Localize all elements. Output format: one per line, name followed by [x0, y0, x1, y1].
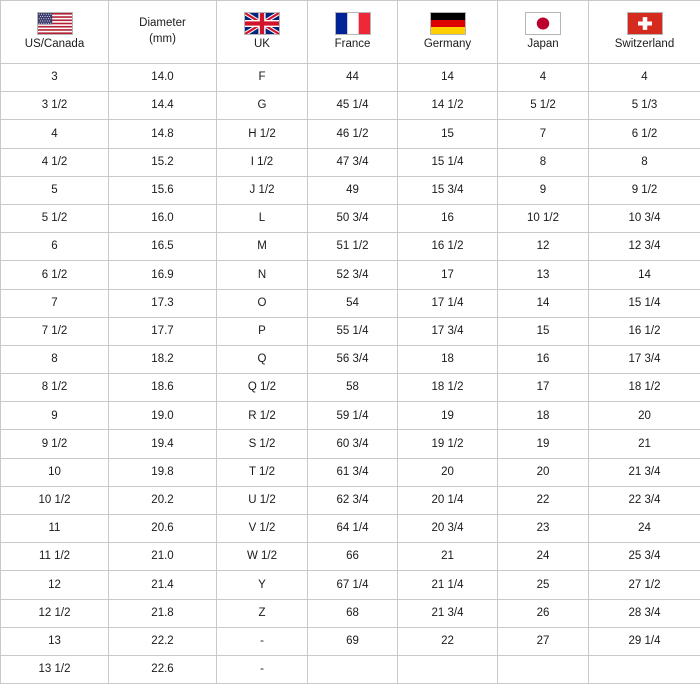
cell-japan: 24	[498, 543, 589, 571]
cell-uk: I 1/2	[217, 148, 308, 176]
cell-france: 55 1/4	[308, 317, 398, 345]
cell-japan: 12	[498, 233, 589, 261]
cell-uk: G	[217, 92, 308, 120]
cell-us: 4	[1, 120, 109, 148]
cell-uk: N	[217, 261, 308, 289]
cell-us: 8	[1, 345, 109, 373]
cell-diameter: 21.4	[109, 571, 217, 599]
table-row	[1, 543, 700, 571]
cell-uk: M	[217, 233, 308, 261]
cell-us: 9 1/2	[1, 430, 109, 458]
table-row	[1, 486, 700, 514]
cell-japan: 5 1/2	[498, 92, 589, 120]
cell-france: 56 3/4	[308, 345, 398, 373]
cell-japan: 7	[498, 120, 589, 148]
cell-us: 11	[1, 515, 109, 543]
cell-france: 69	[308, 627, 398, 655]
cell-switzerland: 28 3/4	[589, 599, 700, 627]
cell-japan: 8	[498, 148, 589, 176]
cell-france: 49	[308, 176, 398, 204]
flag-switzerland-icon	[627, 12, 663, 35]
cell-diameter: 17.7	[109, 317, 217, 345]
column-header-france	[308, 1, 398, 64]
table-row	[1, 204, 700, 232]
cell-uk: U 1/2	[217, 486, 308, 514]
column-header-switzerland	[589, 1, 700, 64]
cell-uk: Y	[217, 571, 308, 599]
table-row	[1, 374, 700, 402]
cell-us: 5 1/2	[1, 204, 109, 232]
cell-diameter: 22.6	[109, 655, 217, 683]
cell-germany: 17 1/4	[398, 289, 498, 317]
cell-uk: P	[217, 317, 308, 345]
cell-france: 58	[308, 374, 398, 402]
cell-uk: O	[217, 289, 308, 317]
cell-france: 61 3/4	[308, 458, 398, 486]
cell-germany: 15	[398, 120, 498, 148]
cell-us: 3	[1, 64, 109, 92]
cell-us: 12 1/2	[1, 599, 109, 627]
cell-diameter: 19.4	[109, 430, 217, 458]
cell-france: 47 3/4	[308, 148, 398, 176]
cell-japan: 19	[498, 430, 589, 458]
cell-germany: 16 1/2	[398, 233, 498, 261]
cell-france: 45 1/4	[308, 92, 398, 120]
flag-usa-icon	[37, 12, 73, 35]
cell-france: 59 1/4	[308, 402, 398, 430]
cell-us: 6 1/2	[1, 261, 109, 289]
table-row	[1, 176, 700, 204]
column-header-label: France	[334, 37, 371, 50]
cell-switzerland: 20	[589, 402, 700, 430]
cell-switzerland: 16 1/2	[589, 317, 700, 345]
cell-japan: 9	[498, 176, 589, 204]
cell-us: 9	[1, 402, 109, 430]
flag-japan-icon	[525, 12, 561, 35]
cell-germany: 15 1/4	[398, 148, 498, 176]
table-row	[1, 92, 700, 120]
cell-germany: 18	[398, 345, 498, 373]
cell-diameter: 21.0	[109, 543, 217, 571]
table-row	[1, 317, 700, 345]
cell-japan: 16	[498, 345, 589, 373]
cell-uk: F	[217, 64, 308, 92]
table-row	[1, 627, 700, 655]
flag-france-icon	[335, 12, 371, 35]
cell-us: 4 1/2	[1, 148, 109, 176]
cell-uk: -	[217, 655, 308, 683]
cell-uk: T 1/2	[217, 458, 308, 486]
cell-germany: 20 3/4	[398, 515, 498, 543]
cell-us: 7	[1, 289, 109, 317]
cell-switzerland: 22 3/4	[589, 486, 700, 514]
cell-japan: 15	[498, 317, 589, 345]
cell-switzerland: 27 1/2	[589, 571, 700, 599]
cell-us: 7 1/2	[1, 317, 109, 345]
cell-japan: 4	[498, 64, 589, 92]
cell-germany: 21 3/4	[398, 599, 498, 627]
flag-france-icon	[335, 12, 371, 35]
cell-germany: 17	[398, 261, 498, 289]
cell-diameter: 20.2	[109, 486, 217, 514]
cell-japan: 25	[498, 571, 589, 599]
cell-uk: Q 1/2	[217, 374, 308, 402]
cell-japan: 26	[498, 599, 589, 627]
table-row	[1, 289, 700, 317]
cell-japan: 18	[498, 402, 589, 430]
table-header	[1, 1, 700, 64]
cell-switzerland: 18 1/2	[589, 374, 700, 402]
column-header-label: Diameter	[139, 16, 186, 29]
table-row	[1, 345, 700, 373]
cell-diameter: 15.2	[109, 148, 217, 176]
column-header-germany	[398, 1, 498, 64]
cell-japan: 23	[498, 515, 589, 543]
flag-germany-icon	[430, 12, 466, 35]
cell-germany: 19 1/2	[398, 430, 498, 458]
table-row	[1, 458, 700, 486]
cell-france: 62 3/4	[308, 486, 398, 514]
cell-japan: 10 1/2	[498, 204, 589, 232]
column-header-label: Germany	[423, 37, 472, 50]
cell-japan: 14	[498, 289, 589, 317]
column-header-japan	[498, 1, 589, 64]
cell-switzerland: 29 1/4	[589, 627, 700, 655]
cell-switzerland: 5 1/3	[589, 92, 700, 120]
cell-uk: H 1/2	[217, 120, 308, 148]
cell-japan: 17	[498, 374, 589, 402]
column-header-sublabel: (mm)	[149, 33, 176, 46]
cell-france: 60 3/4	[308, 430, 398, 458]
cell-switzerland: 14	[589, 261, 700, 289]
cell-germany: 21	[398, 543, 498, 571]
cell-france: 66	[308, 543, 398, 571]
cell-switzerland: 25 3/4	[589, 543, 700, 571]
table-row	[1, 148, 700, 176]
cell-germany: 22	[398, 627, 498, 655]
table-row	[1, 515, 700, 543]
cell-switzerland: 4	[589, 64, 700, 92]
cell-germany: 20 1/4	[398, 486, 498, 514]
cell-france: 50 3/4	[308, 204, 398, 232]
cell-germany: 20	[398, 458, 498, 486]
cell-diameter: 21.8	[109, 599, 217, 627]
flag-usa-icon	[37, 12, 73, 35]
cell-france: 54	[308, 289, 398, 317]
cell-diameter: 20.6	[109, 515, 217, 543]
column-header-label: US/Canada	[24, 37, 85, 50]
column-header-label: UK	[254, 37, 270, 50]
cell-us: 10 1/2	[1, 486, 109, 514]
cell-france: 68	[308, 599, 398, 627]
cell-japan: 20	[498, 458, 589, 486]
cell-switzerland: 8	[589, 148, 700, 176]
cell-france: 51 1/2	[308, 233, 398, 261]
cell-diameter: 22.2	[109, 627, 217, 655]
cell-japan: 22	[498, 486, 589, 514]
cell-switzerland: 6 1/2	[589, 120, 700, 148]
cell-uk: J 1/2	[217, 176, 308, 204]
table-row	[1, 430, 700, 458]
cell-france: 67 1/4	[308, 571, 398, 599]
table-row	[1, 402, 700, 430]
table-row	[1, 120, 700, 148]
cell-germany: 21 1/4	[398, 571, 498, 599]
cell-uk: R 1/2	[217, 402, 308, 430]
cell-switzerland: 15 1/4	[589, 289, 700, 317]
cell-diameter: 15.6	[109, 176, 217, 204]
cell-france: 52 3/4	[308, 261, 398, 289]
table-body	[1, 64, 700, 684]
cell-diameter: 18.2	[109, 345, 217, 373]
cell-france: 64 1/4	[308, 515, 398, 543]
cell-diameter: 14.8	[109, 120, 217, 148]
cell-switzerland: 9 1/2	[589, 176, 700, 204]
column-header-uk	[217, 1, 308, 64]
cell-diameter: 16.0	[109, 204, 217, 232]
cell-switzerland: 21 3/4	[589, 458, 700, 486]
column-header-label: Japan	[527, 37, 559, 50]
flag-uk-icon	[244, 12, 280, 35]
cell-us: 3 1/2	[1, 92, 109, 120]
cell-diameter: 16.5	[109, 233, 217, 261]
column-header-us	[1, 1, 109, 64]
flag-uk-icon	[244, 12, 280, 35]
column-header-diameter	[109, 1, 217, 64]
cell-uk: -	[217, 627, 308, 655]
cell-germany: 16	[398, 204, 498, 232]
flag-germany-icon	[430, 12, 466, 35]
flag-switzerland-icon	[627, 12, 663, 35]
cell-diameter: 14.4	[109, 92, 217, 120]
cell-japan: 13	[498, 261, 589, 289]
table-row	[1, 599, 700, 627]
cell-us: 5	[1, 176, 109, 204]
cell-germany: 17 3/4	[398, 317, 498, 345]
cell-uk: W 1/2	[217, 543, 308, 571]
cell-uk: Z	[217, 599, 308, 627]
cell-us: 13 1/2	[1, 655, 109, 683]
table-header-row	[1, 1, 700, 64]
cell-france: 46 1/2	[308, 120, 398, 148]
cell-uk: L	[217, 204, 308, 232]
cell-us: 6	[1, 233, 109, 261]
table-row	[1, 64, 700, 92]
cell-us: 8 1/2	[1, 374, 109, 402]
cell-diameter: 19.0	[109, 402, 217, 430]
table-row	[1, 261, 700, 289]
cell-germany	[398, 655, 498, 683]
cell-germany: 14	[398, 64, 498, 92]
cell-japan: 27	[498, 627, 589, 655]
flag-japan-icon	[525, 12, 561, 35]
cell-france: 44	[308, 64, 398, 92]
cell-switzerland: 12 3/4	[589, 233, 700, 261]
cell-diameter: 14.0	[109, 64, 217, 92]
cell-diameter: 18.6	[109, 374, 217, 402]
cell-diameter: 17.3	[109, 289, 217, 317]
cell-germany: 14 1/2	[398, 92, 498, 120]
cell-us: 11 1/2	[1, 543, 109, 571]
table-row	[1, 571, 700, 599]
cell-germany: 15 3/4	[398, 176, 498, 204]
table-row	[1, 655, 700, 683]
cell-us: 13	[1, 627, 109, 655]
cell-switzerland: 17 3/4	[589, 345, 700, 373]
cell-diameter: 16.9	[109, 261, 217, 289]
cell-diameter: 19.8	[109, 458, 217, 486]
cell-us: 10	[1, 458, 109, 486]
cell-japan	[498, 655, 589, 683]
cell-switzerland: 24	[589, 515, 700, 543]
cell-france	[308, 655, 398, 683]
cell-us: 12	[1, 571, 109, 599]
cell-switzerland: 21	[589, 430, 700, 458]
cell-uk: S 1/2	[217, 430, 308, 458]
cell-switzerland: 10 3/4	[589, 204, 700, 232]
cell-uk: Q	[217, 345, 308, 373]
cell-uk: V 1/2	[217, 515, 308, 543]
cell-switzerland	[589, 655, 700, 683]
column-header-label: Switzerland	[614, 37, 675, 50]
table-row	[1, 233, 700, 261]
cell-germany: 18 1/2	[398, 374, 498, 402]
cell-germany: 19	[398, 402, 498, 430]
